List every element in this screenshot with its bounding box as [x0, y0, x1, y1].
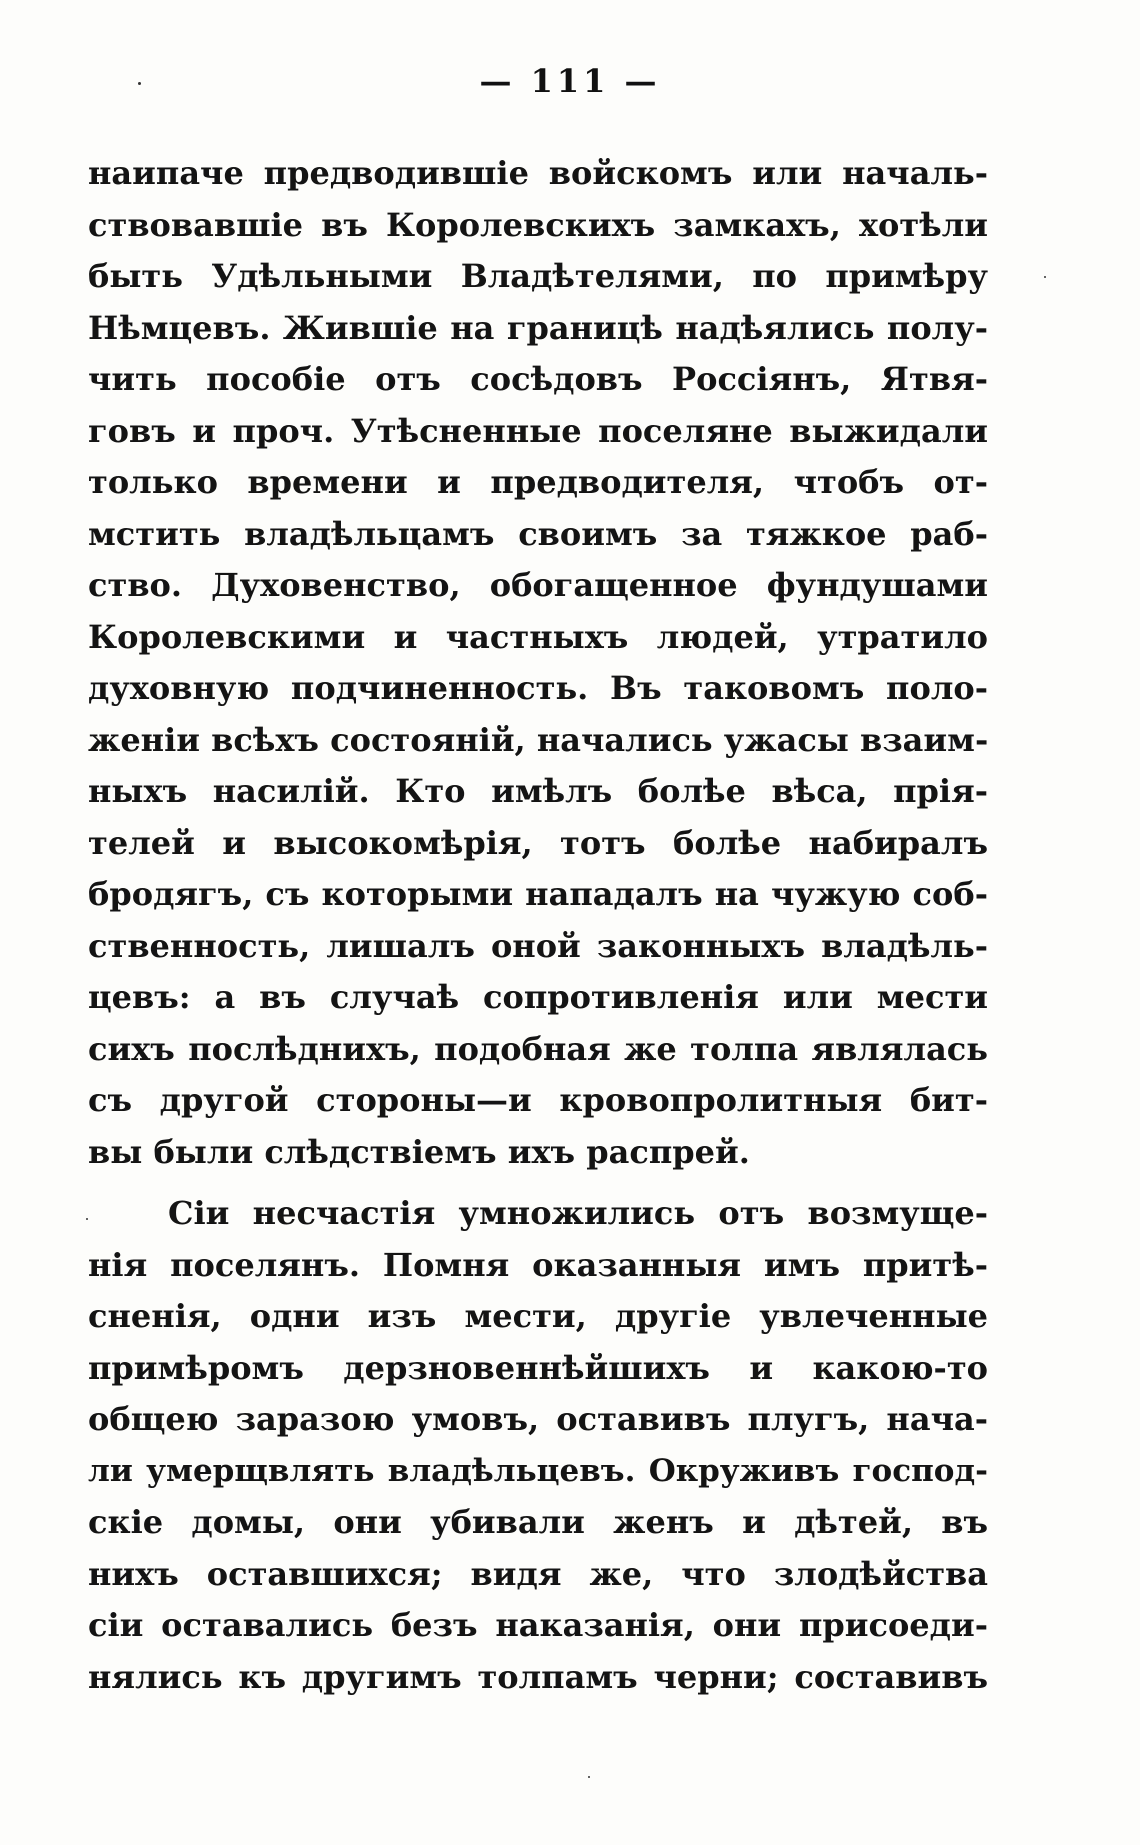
- text-line: съ другой стороны—и кровопролитныя бит-: [88, 1081, 988, 1119]
- paragraph-1: [88, 148, 988, 1178]
- text-line: сненія, одни изъ мести, другіе увлеченные: [88, 1297, 988, 1335]
- text-line: скіе домы, они убивали женъ и дѣтей, въ: [88, 1503, 988, 1541]
- text-line: сихъ послѣднихъ, подобная же толпа являлась: [88, 1029, 988, 1068]
- text-line: нихъ оставшихся; видя же, что злодѣйства: [88, 1554, 988, 1593]
- text-line: только времени и предводителя, чтобъ от-: [88, 463, 988, 501]
- paragraph-2: [88, 1188, 988, 1703]
- print-speck: [1044, 276, 1046, 278]
- text-line: вы были слѣдствіемъ ихъ распрей.: [88, 1132, 750, 1171]
- print-speck: [588, 1776, 590, 1778]
- text-line: телей и высокомѣрія, тотъ болѣе набиралъ: [88, 823, 988, 862]
- text-line: примѣромъ дерзновеннѣйшихъ и какою-то: [88, 1348, 988, 1387]
- text-line: наипаче предводившіе войскомъ или началь-: [88, 154, 988, 192]
- text-line: ныхъ насилій. Кто имѣлъ болѣе вѣса, прія-: [88, 772, 988, 810]
- text-line: цевъ: а въ случаѣ сопротивленія или мести: [88, 978, 988, 1016]
- text-line: Нѣмцевъ. Жившіе на границѣ надѣялись полу-: [88, 308, 988, 347]
- text-line: ственность, лишалъ оной законныхъ владѣль-: [88, 926, 988, 965]
- text-line: чить пособіе отъ сосѣдовъ Россіянъ, Ятвя-: [88, 360, 988, 398]
- text-line: говъ и проч. Утѣсненные поселяне выжидали: [88, 411, 988, 450]
- text-line: Сіи несчастія умножились отъ возмуще-: [168, 1194, 988, 1232]
- paragraph-gap: [88, 1178, 988, 1188]
- text-line: Королевскими и частныхъ людей, утратило: [88, 617, 988, 656]
- print-speck: [138, 82, 141, 85]
- text-line: сіи оставались безъ наказанія, они присоеди-: [88, 1606, 988, 1644]
- text-line: нялись къ другимъ толпамъ черни; составивъ: [88, 1657, 988, 1696]
- text-line: нія поселянъ. Помня оказанныя имъ притѣ-: [88, 1245, 988, 1284]
- text-line: духовную подчиненность. Въ таковомъ поло-: [88, 669, 988, 707]
- page-number: — 111 —: [479, 62, 661, 100]
- text-line: женіи всѣхъ состояній, начались ужасы взаим-: [88, 720, 989, 759]
- text-line: общею заразою умовъ, оставивъ плугъ, нача-: [88, 1400, 988, 1438]
- text-line: ли умерщвлять владѣльцевъ. Окруживъ господ-: [88, 1452, 988, 1489]
- text-line: бродягъ, съ которыми нападалъ на чужую соб-: [88, 875, 988, 913]
- print-speck: [86, 1218, 88, 1220]
- text-line: ство. Духовенство, обогащенное фундушами: [88, 566, 988, 604]
- body-text: [88, 148, 988, 1703]
- text-line: быть Удѣльными Владѣтелями, по примѣру: [88, 257, 988, 295]
- text-line: мстить владѣльцамъ своимъ за тяжкое раб-: [88, 514, 988, 553]
- text-line: ствовавшіе въ Королевскихъ замкахъ, хотѣли: [88, 205, 988, 244]
